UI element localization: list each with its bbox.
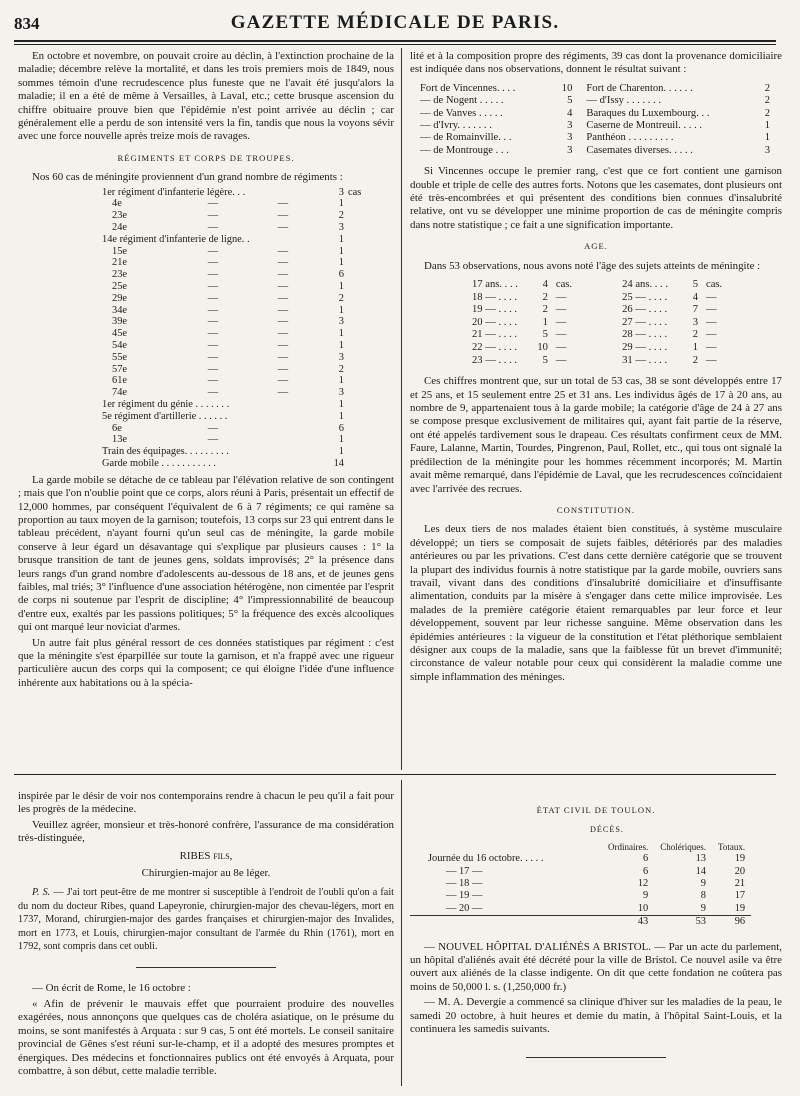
unit: cas.: [706, 279, 723, 291]
column-divider-top: [401, 48, 402, 770]
total-choleriques: 53: [654, 916, 712, 929]
age-label: 25 — . . . .: [622, 291, 668, 303]
unit: [344, 234, 394, 246]
table-row: [410, 866, 751, 878]
age-label: 17 ans. . . .: [472, 279, 518, 291]
case-count: 3: [567, 120, 573, 132]
signature-title: Chirurgien-major au 8e léger.: [141, 867, 271, 880]
ages-table: [468, 279, 726, 367]
regiment-name: 29e: [112, 292, 128, 304]
toulon-title: ÉTAT CIVIL DE TOULON.: [536, 805, 656, 815]
short-rule: [136, 967, 276, 968]
case-count: 10: [537, 342, 548, 354]
location-name: — de Vanves . . . . .: [420, 107, 503, 119]
unit: —: [706, 354, 717, 366]
left-column: [18, 50, 394, 692]
table-row: [468, 292, 726, 305]
unit: [344, 399, 394, 411]
unit: [344, 446, 394, 458]
totals-row: [410, 916, 751, 929]
case-count: 4: [692, 291, 698, 303]
ditto-mark: —: [277, 269, 289, 281]
case-count: 10: [561, 82, 573, 94]
paragraph: Les deux tiers de nos malades étaient bien constitués, à système musculaire développé; un tiers se composait de sujets faibles, détériorés par des maladies antérieures ou par les privations. C'est dans cette dernière catégorie que se trouvent la plupart des individus fournis à notre statistique par la garde mobile, ouvriers sans travail, vivant dans des conditions d'insalubrité domiciliaire et d'insuffisante alimentation, conduits par la misère à s'engager dans cette milice improvisée. Les malades de la première catégorie étaient remarquables par leur force et leur développement, souvent par leur richesse sanguine. Même observation dans les épidémies antérieures : la vigueur de la constitution et l'état pléthorique semblaient désigner aux coups de la maladie, sans que la faiblesse fût un brevet d'immunité; circonstance de valeur notable pour ceux qui considèrent la maladie comme une simple inflammation des méninges.: [410, 523, 782, 683]
bristol-heading: — NOUVEL HÔPITAL D'ALIÉNÉS A BRISTOL.: [424, 940, 651, 953]
journal-title: GAZETTE MÉDICALE DE PARIS.: [230, 12, 560, 33]
paragraph: lité et à la composition propre des régiments, 39 cas dont la provenance domiciliaire est indiquée dans nos observations, donnent le résultat suivant :: [410, 50, 782, 76]
ordinaires-value: 12: [637, 878, 649, 890]
ditto-mark: —: [277, 292, 289, 304]
section-title-age: AGE.: [584, 241, 608, 252]
totaux-value: 17: [734, 890, 746, 902]
ditto-mark: —: [277, 304, 289, 316]
unit: —: [706, 329, 717, 341]
age-label: 19 — . . . .: [472, 304, 518, 316]
ps-text: — J'ai tort peut-être de me montrer si susceptible à l'endroit de l'oubli qu'on a fait du nom du docteur Ribes, quand Lapeyronie, chirurgien-major des chevau-légers, mort en 1737, Morand, chirurgien-major des gardes françaises et chirurgien-major des Invalides, mort en 1773, et Louis, chirurgien-major consultant de l'armée du Rhin (1761), mort en 1792, sont compris dans cet oubli.: [18, 887, 394, 953]
unit: [344, 293, 394, 305]
choleriques-value: 14: [695, 865, 706, 877]
ditto-mark: —: [277, 340, 289, 352]
table-row: [18, 411, 394, 423]
case-count: 1: [338, 198, 344, 210]
regiment-name: 1er régiment du génie . . . . . . .: [102, 399, 230, 410]
unit: —: [706, 304, 717, 316]
header-rule: [14, 40, 776, 42]
case-count: 2: [764, 95, 770, 107]
location-name: — de Montrouge . . .: [420, 144, 509, 156]
age-label: 22 — . . . .: [472, 342, 518, 354]
unit: [344, 257, 394, 269]
unit: [344, 198, 394, 210]
unit: [344, 222, 394, 234]
paragraph: Ces chiffres montrent que, sur un total de 53 cas, 38 se sont développés entre 17 et 25 ans, et 15 seulement entre 25 et 31 ans. Les individus âgés de 17 à 20 ans, au nombre de 9, appartenaient tous à la garde mobile; la catégorie d'âge de 24 à 27 ans se compose presque exclusivement de militaires qui, ayant fait partie de la réserve, ont été appelés tardivement sous le drapeau. Ces résultats confirment ceux de MM. Faure, Lalanne, Martin, Tourdes, Pingrenon, Paul, Rollet, etc., qui tous ont signalé la prédilection de la méningite pour les hommes récemment incorporés; M. Martin avait même remarqué, dans l'épidémie de Laval, que les recrudescences coïncidaient avec l'arrivée des recrues.: [410, 375, 782, 495]
totaux-value: 19: [734, 902, 746, 914]
case-count: 14: [333, 457, 344, 469]
unit: —: [555, 291, 567, 303]
case-count: 5: [542, 329, 548, 341]
age-label: 29 — . . . .: [622, 342, 668, 354]
table-row: [410, 890, 751, 902]
table-row: [410, 145, 782, 157]
totaux-value: 19: [734, 853, 746, 865]
ditto-mark: —: [207, 316, 219, 328]
postscript: [18, 886, 394, 953]
regiment-name: 24e: [112, 222, 128, 234]
ditto-mark: —: [207, 269, 219, 281]
age-label: 26 — . . . .: [622, 304, 668, 316]
location-name: — d'Issy . . . . . . .: [586, 95, 661, 107]
paragraph: Dans 53 observations, nous avons noté l'âge des sujets atteints de méningite :: [424, 259, 761, 272]
spacer: [576, 292, 618, 305]
forts-table: [410, 83, 782, 157]
ditto-mark: —: [207, 257, 219, 269]
case-count: 5: [567, 95, 573, 107]
ditto-mark: —: [277, 281, 289, 293]
case-count: 1: [338, 410, 344, 422]
ditto-mark: —: [207, 328, 219, 340]
case-count: 1: [338, 340, 344, 352]
regiments-table: [18, 187, 394, 470]
age-label: 31 — . . . .: [622, 354, 668, 366]
case-count: 2: [692, 354, 698, 366]
table-row: [18, 399, 394, 411]
unit: [344, 340, 394, 352]
table-row: [18, 364, 394, 376]
ditto-mark: —: [207, 198, 219, 210]
case-count: 6: [338, 422, 344, 434]
table-row: [410, 903, 751, 916]
table-row: [18, 423, 394, 435]
spacer: [576, 304, 618, 317]
case-count: 1: [338, 233, 344, 245]
table-row: [18, 458, 394, 470]
unit: —: [555, 329, 567, 341]
location-name: Caserne de Montreuil. . . . .: [586, 120, 703, 132]
day-label: — 17 —: [446, 865, 483, 877]
unit: [344, 375, 394, 387]
regiment-name: 1er régiment d'infanterie légère. . .: [102, 186, 246, 198]
regiment-name: 34e: [112, 304, 128, 316]
unit: [344, 364, 394, 376]
case-count: 2: [764, 82, 770, 94]
regiment-name: 13e: [112, 434, 128, 446]
paragraph: inspirée par le désir de voir nos contemporains rendre à chacun le peu qu'il a fait pour les progrès de la médecine.: [18, 790, 394, 816]
section-title-regiments: RÉGIMENTS ET CORPS DE TROUPES.: [117, 152, 295, 163]
paragraph: La garde mobile se détache de ce tableau par l'élévation relative de son contingent ; mais que l'on n'oublie point que ce corps, alors réuni à Paris, présentait un effectif de 12,000 hommes, par conséquent l'équivalent de 6 à 7 régiments; ce qui ramène sa proportion au taux moyen de la garnison; toutefois, 13 corps sur 23 qui entrent dans le tableau précédent, n'ayant fourni qu'un seul cas de méningite, la garde mobile conserve à leur égard un désavantage qui s'explique par plusieurs causes : 1° la brusque transition de tant de jeunes gens, soldats improvisés; 2° la présence dans leurs rangs d'un grand nombre d'adolescents au-dessous de 18 ans, et de jeunes gens faibles, mal triés; 3° l'influence d'une association hétérogène, non cimentée par l'esprit de corps ni soutenue par l'esprit de discipline; 4° l'impressionnabilité de beaucoup d'entre eux, exaltés par les passions politiques; 5° la fréquence des excès alcooliques qui ont marqué leur noviciat d'armes.: [18, 473, 394, 634]
unit: [344, 269, 394, 281]
spacer: [576, 279, 618, 292]
case-count: 4: [567, 107, 573, 119]
case-count: 3: [692, 316, 698, 328]
table-row: [18, 446, 394, 458]
bottom-right-column: [410, 790, 782, 1072]
regiment-name: 23e: [112, 269, 128, 281]
age-label: 21 — . . . .: [472, 329, 518, 341]
paragraph: Un autre fait plus général ressort de ces données statistiques par régiment : c'est que la méningite s'est éparpillée sur toute la garnison, et n'a frappé avec une rigueur particulière aucun des corps qui la composent; ce qui éloigne l'idée d'une influence inhérente aux habitations ou à la spécia-: [18, 636, 394, 689]
table-row: [18, 257, 394, 269]
paragraph: « Afin de prévenir le mauvais effet que pourraient produire des nouvelles exagérées, nous annonçons que quelques cas de choléra asiatique, on le présume du moins, se sont manifestés à Arquata : sur 9 cas, 5 ont été mortels. Le conseil sanitaire provincial de Gênes s'est réuni sur-le-champ, et il a adopté des mesures promptes et énergiques. Des médecins et fonctionnaires publics ont été envoyés à Arquata, pour combattre, à son début, cette maladie terrible.: [18, 997, 394, 1077]
ordinaires-value: 6: [643, 865, 649, 877]
table-row: [410, 853, 751, 865]
table-row: [18, 305, 394, 317]
unit: —: [555, 342, 567, 354]
case-count: 3: [338, 186, 344, 198]
unit: —: [555, 304, 567, 316]
table-row: [18, 340, 394, 352]
page-header: [14, 8, 776, 36]
ditto-mark: —: [277, 210, 289, 222]
paragraph: Veuillez agréer, monsieur et très-honoré confrère, l'assurance de ma considération très-distinguée,: [18, 818, 394, 845]
case-count: 1: [338, 399, 344, 410]
header-rule-thin: [14, 44, 776, 45]
case-count: 1: [338, 375, 344, 387]
case-count: 3: [567, 144, 573, 156]
case-count: 3: [338, 351, 344, 363]
table-row: [410, 95, 782, 107]
table-row: [18, 187, 394, 199]
ditto-mark: —: [207, 351, 219, 363]
unit: [344, 316, 394, 328]
ordinaires-value: 6: [643, 853, 649, 865]
case-count: 1: [338, 446, 344, 458]
choleriques-value: 9: [700, 902, 706, 914]
paragraph: Nos 60 cas de méningite proviennent d'un grand nombre de régiments :: [32, 171, 343, 184]
page-number: 834: [14, 14, 40, 33]
ditto-mark: —: [207, 304, 219, 316]
day-label: — 19 —: [446, 890, 483, 902]
case-count: 2: [338, 210, 344, 222]
case-count: 2: [542, 304, 548, 316]
regiment-name: 55e: [112, 351, 128, 363]
ditto-mark: —: [207, 222, 219, 234]
regiment-name: 14e régiment d'infanterie de ligne. .: [102, 233, 250, 245]
ditto-mark: —: [277, 316, 289, 328]
deces-label: DÉCÈS.: [590, 825, 624, 835]
totaux-value: 21: [734, 878, 746, 890]
regiment-name: 21e: [112, 257, 128, 269]
location-name: Fort de Vincennes. . . .: [420, 82, 516, 94]
paragraph: [410, 941, 782, 995]
regiment-name: 54e: [112, 340, 128, 352]
choleriques-value: 9: [700, 878, 706, 890]
paragraph: — On écrit de Rome, le 16 octobre :: [32, 982, 191, 995]
ditto-mark: —: [207, 387, 219, 399]
table-row: [18, 234, 394, 246]
ditto-mark: —: [277, 387, 289, 399]
col-header: Totaux.: [718, 841, 746, 852]
age-label: 27 — . . . .: [622, 316, 668, 328]
section-divider: [14, 774, 776, 775]
paragraph: Si Vincennes occupe le premier rang, c'est que ce fort contient une garnison double et triple de celle des autres forts. Notons que les casemates, dont plusieurs ont été très-encombrées et qui présentent des conditions bien connues d'insalubrité relative, ont vu se développer une minime proportion de cas de méningite compris dans notre statistique ; ce fait a une signification importante.: [410, 165, 782, 231]
unit: —: [706, 291, 717, 303]
unit: [344, 458, 394, 470]
table-row: [18, 281, 394, 293]
case-count: 1: [338, 304, 344, 316]
case-count: 2: [542, 291, 548, 303]
table-row: [18, 246, 394, 258]
day-label: — 20 —: [446, 902, 483, 914]
ditto-mark: [248, 434, 318, 446]
spacer: [576, 329, 618, 342]
ps-label: P. S.: [32, 887, 51, 899]
ditto-mark: —: [207, 292, 219, 304]
regiment-name: Train des équipages. . . . . . . . .: [102, 446, 229, 458]
short-rule: [526, 1057, 666, 1058]
table-row: [18, 352, 394, 364]
ditto-mark: —: [207, 245, 219, 257]
table-row: [468, 355, 726, 368]
regiment-name: 61e: [112, 375, 128, 387]
regiment-name: 6e: [112, 422, 122, 434]
table-row: [468, 317, 726, 330]
unit: [344, 434, 394, 446]
table-row: [18, 375, 394, 387]
table-row: [18, 210, 394, 222]
case-count: 1: [542, 316, 548, 328]
ditto-mark: —: [207, 340, 219, 352]
table-row: [468, 329, 726, 342]
toulon-table: [410, 841, 751, 929]
signature: RIBES fils,: [179, 849, 233, 862]
total-totaux: 96: [712, 916, 751, 929]
bristol-text: — Par un acte du parlement, un hôpital d'aliénés avait été décrété pour la ville de Bristol. Ce nouvel asile va être ouvert aux aliénés de la classe indigente. On dit que cette fondation ne coûtera pas moins de 50,000 l. s. (1,250,000 fr.): [410, 940, 782, 993]
age-label: 23 — . . . .: [472, 354, 518, 366]
ditto-mark: —: [277, 363, 289, 375]
unit: [344, 210, 394, 222]
case-count: 1: [338, 434, 344, 446]
unit: —: [706, 316, 717, 328]
ditto-mark: —: [207, 210, 219, 222]
location-name: Fort de Charenton. . . . . .: [586, 82, 693, 94]
section-title-constitution: CONSTITUTION.: [556, 504, 636, 515]
unit: —: [555, 354, 567, 366]
unit: —: [706, 342, 717, 354]
unit: cas: [348, 186, 362, 198]
bottom-left-column: [18, 790, 394, 1080]
right-column: [410, 50, 782, 686]
table-row: [410, 108, 782, 120]
case-count: 1: [764, 120, 770, 132]
table-row: [18, 269, 394, 281]
location-name: — d'Ivry. . . . . . .: [420, 120, 492, 132]
regiment-name: 74e: [112, 387, 128, 399]
case-count: 3: [338, 222, 344, 234]
paragraph: — M. A. Devergie a commencé sa clinique d'hiver sur les maladies de la peau, le samedi 20 octobre, à huit heures et demie du matin, à l'hôpital Saint-Louis, et la continuera les samedis suivants.: [410, 996, 782, 1036]
table-row: [468, 279, 726, 292]
choleriques-value: 13: [695, 853, 706, 865]
day-label: — 18 —: [446, 878, 483, 890]
case-count: 3: [764, 144, 770, 156]
col-header: Ordinaires.: [608, 841, 649, 852]
table-row: [18, 198, 394, 210]
table-row: [410, 132, 782, 144]
unit: [344, 411, 394, 423]
location-name: Panthéon . . . . . . . . .: [586, 132, 674, 144]
case-count: 1: [338, 328, 344, 340]
case-count: 1: [338, 257, 344, 269]
regiment-name: 4e: [112, 198, 122, 210]
case-count: 1: [692, 342, 698, 354]
regiment-name: 15e: [112, 245, 128, 257]
ditto-mark: —: [207, 375, 219, 387]
unit: [344, 246, 394, 258]
age-label: 24 ans. . . .: [622, 279, 668, 291]
table-row: [18, 434, 394, 446]
choleriques-value: 8: [700, 890, 706, 902]
ditto-mark: —: [277, 375, 289, 387]
totaux-value: 20: [734, 865, 746, 877]
unit: [344, 305, 394, 317]
regiment-name: 57e: [112, 363, 128, 375]
spacer: [576, 355, 618, 368]
table-row: [18, 222, 394, 234]
case-count: 2: [692, 329, 698, 341]
paragraph: En octobre et novembre, on pouvait croire au déclin, à l'extinction prochaine de la maladie; décembre relève la mortalité, et dans les trois premiers mois de 1849, nous sommes témoin d'une recrudescence plus funeste que ne l'avait été jusqu'alors la maladie; il en a été de même à Versailles, à Laval, etc.; cette brusque ascension du chiffre obituaire prouve bien que l'épidémie n'est point arrivée au déclin ; car généralement elle a perdu de son intensité vers la fin, tandis que nous la voyons sévir avec une force nouvelle après treize mois de ravages.: [18, 50, 394, 143]
regiment-name: 5e régiment d'artillerie . . . . . .: [102, 410, 228, 422]
ditto-mark: —: [277, 198, 289, 210]
table-row: [410, 878, 751, 890]
location-name: Casemates diverses. . . . .: [586, 144, 693, 156]
age-label: 28 — . . . .: [622, 329, 668, 341]
age-label: 20 — . . . .: [472, 316, 518, 328]
table-row: [410, 83, 782, 95]
case-count: 2: [338, 292, 344, 304]
case-count: 5: [542, 354, 548, 366]
regiment-name: 25e: [112, 281, 128, 293]
location-name: Baraques du Luxembourg. . .: [586, 107, 710, 119]
location-name: — de Nogent . . . . .: [420, 95, 504, 107]
col-header: Cholériques.: [660, 841, 706, 852]
ditto-mark: —: [207, 434, 219, 446]
table-row: [18, 316, 394, 328]
case-count: 3: [338, 316, 344, 328]
unit: —: [555, 316, 567, 328]
case-count: 1: [338, 245, 344, 257]
regiment-name: 45e: [112, 328, 128, 340]
regiment-name: 23e: [112, 210, 128, 222]
ditto-mark: [248, 423, 318, 435]
ditto-mark: —: [277, 328, 289, 340]
unit: [344, 352, 394, 364]
ditto-mark: —: [207, 281, 219, 293]
total-ordinaires: 43: [602, 916, 654, 929]
table-row: [18, 387, 394, 399]
age-label: 18 — . . . .: [472, 291, 518, 303]
case-count: 1: [338, 281, 344, 293]
case-count: 3: [567, 132, 573, 144]
unit: [344, 387, 394, 399]
case-count: 7: [692, 304, 698, 316]
unit: [344, 328, 394, 340]
ditto-mark: —: [277, 222, 289, 234]
ordinaires-value: 10: [637, 902, 649, 914]
unit: cas.: [555, 279, 573, 291]
table-row: [410, 120, 782, 132]
ditto-mark: —: [277, 257, 289, 269]
table-row: [468, 342, 726, 355]
ditto-mark: —: [277, 351, 289, 363]
regiment-name: 39e: [112, 316, 128, 328]
regiment-name: Garde mobile . . . . . . . . . . .: [102, 457, 216, 469]
case-count: 1: [764, 132, 770, 144]
spacer: [576, 317, 618, 330]
unit: [344, 423, 394, 435]
day-label: Journée du 16 octobre. . . . .: [428, 853, 544, 865]
table-row: [468, 304, 726, 317]
ordinaires-value: 9: [643, 890, 649, 902]
table-row: [18, 293, 394, 305]
column-divider-bottom: [401, 780, 402, 1086]
table-row: [18, 328, 394, 340]
unit: [344, 281, 394, 293]
ditto-mark: —: [207, 363, 219, 375]
case-count: 4: [542, 279, 548, 291]
case-count: 5: [692, 279, 698, 291]
ditto-mark: —: [207, 422, 219, 434]
case-count: 3: [338, 387, 344, 399]
case-count: 6: [338, 269, 344, 281]
case-count: 2: [764, 107, 770, 119]
case-count: 2: [338, 363, 344, 375]
ditto-mark: —: [277, 245, 289, 257]
spacer: [576, 342, 618, 355]
location-name: — de Romainville. . .: [420, 132, 512, 144]
